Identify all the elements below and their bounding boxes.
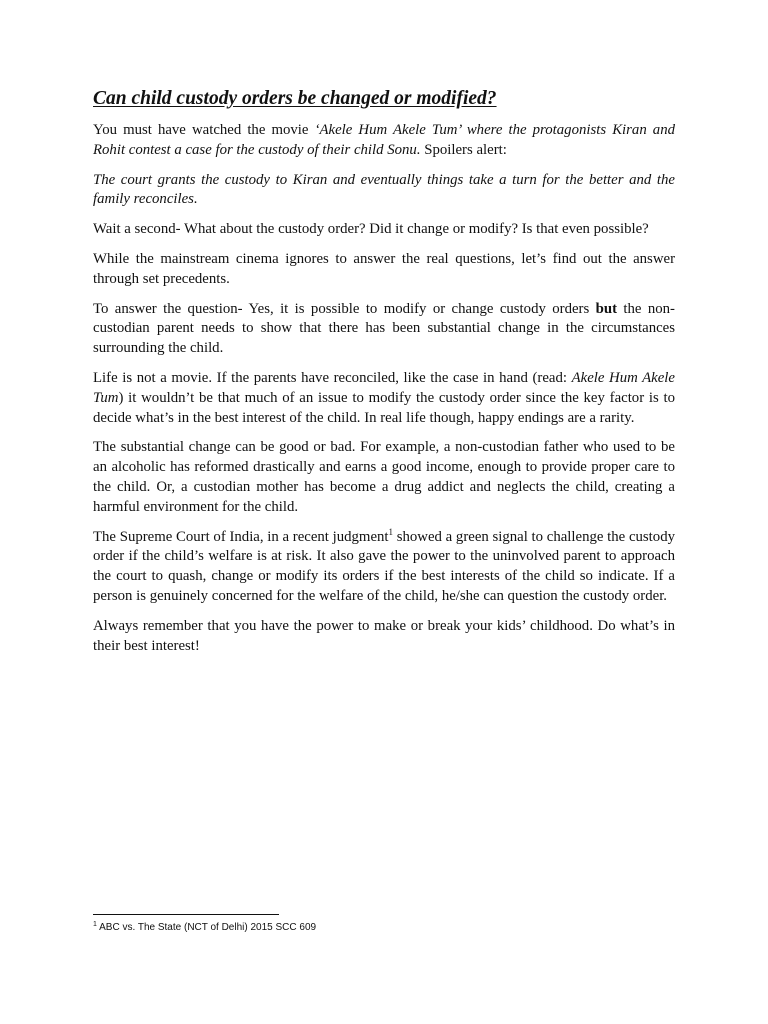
paragraph-life-not-movie — [93, 369, 675, 428]
paragraph-question: Wait a second- What about the custody order? Did it change or modify? Is that even possible? — [93, 221, 649, 238]
movie-title-quote: ‘Akele Hum Akele Tum’ — [314, 122, 461, 138]
footnote-mark: 1 — [93, 921, 97, 928]
paragraph-supreme-court — [93, 528, 675, 607]
footnote-citation: ABC vs. The State (NCT of Delhi) 2015 SCC 609 — [96, 922, 317, 933]
paragraph-cinema: While the mainstream cinema ignores to answer the real questions, let’s find out the answer through set precedents. — [93, 250, 675, 287]
paragraph-conclusion: Always remember that you have the power to make or break your kids’ childhood. Do what’s in their best interest! — [93, 617, 675, 654]
spoilers-alert-text: Spoilers alert: — [420, 141, 507, 158]
answer-text-after: the non-custodian parent needs to show that there has been substantial change in the circumstances surrounding the child. — [93, 300, 675, 357]
answer-bold-word: but — [595, 300, 618, 317]
paragraph-spoiler: The court grants the custody to Kiran and eventually things take a turn for the better and the family reconciles. — [93, 171, 675, 208]
footnote-divider — [93, 914, 279, 915]
paragraph-movie-intro — [93, 121, 675, 161]
page-title: Can child custody orders be changed or modified? — [93, 88, 497, 109]
article-body — [93, 121, 675, 656]
footnote-reference[interactable]: 1 — [388, 526, 394, 537]
paragraph-substantial-change: The substantial change can be good or bad. For example, a non-custodian father who used to be an alcoholic has reformed drastically and earns a good income, enough to provide proper care to the child. Or, a custodian mother has become a drug addict and neglects the child, creating a harmful environment for the child. — [93, 439, 675, 515]
movie-protagonists-text: where the protagonists Kiran and Rohit contest a case for the custody of their child Sonu. — [93, 122, 676, 158]
life-text-after: ) it wouldn’t be that much of an issue to modify the custody order since the key factor is to decide what’s in the best interest of the child. In real life though, happy endings are a rarity. — [93, 389, 675, 426]
court-text-after: showed a green signal to challenge the custody order if the child’s welfare is at risk. It also gave the power to the uninvolved parent to approach the court to quash, change or modify its orders if the best interests of the child so indicate. If a person is genuinely concerned for the welfare of the child, he/she can question the custody order. — [93, 528, 675, 604]
movie-intro-text: You must have watched the movie — [93, 122, 315, 138]
movie-title-inline: Akele Hum Akele Tum — [93, 369, 675, 406]
footnote — [93, 921, 316, 935]
paragraph-answer — [93, 300, 675, 359]
answer-text-before: To answer the question- Yes, it is possible to modify or change custody orders — [93, 300, 596, 317]
court-text-before: The Supreme Court of India, in a recent judgment — [93, 528, 389, 545]
life-text-before: Life is not a movie. If the parents have reconciled, like the case in hand (read: — [93, 369, 572, 386]
